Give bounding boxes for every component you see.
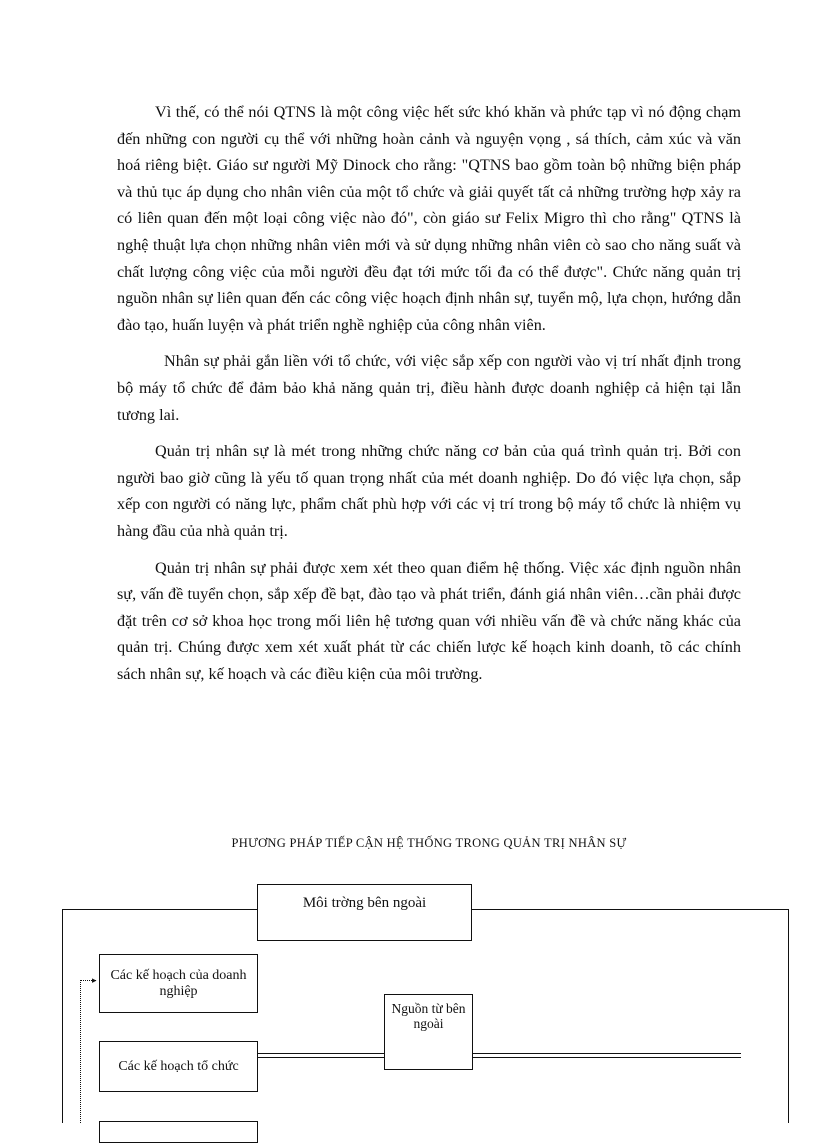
- external-sources-label: Nguồn từ bên ngoài: [391, 1001, 466, 1031]
- system-approach-diagram: [0, 880, 816, 1123]
- paragraph-2: Nhân sự phải gắn liền với tổ chức, với việc sắp xếp con người vào vị trí nhất định trong bộ máy tổ chức để đảm bảo khả năng quản trị, điều hành được doanh nghiệp cả hiện tại lẫn tương lai.: [117, 352, 741, 424]
- business-plans-box: [99, 954, 258, 1013]
- flow-line-org-to-source: [256, 1053, 384, 1058]
- organization-plans-label: Các kế hoạch tổ chức: [118, 1058, 239, 1074]
- feedback-connector-line: [80, 980, 81, 1123]
- frame-left-line: [62, 909, 63, 1123]
- business-plans-label: Các kế hoạch của doanh nghiệp: [110, 967, 247, 999]
- organization-plans-box: [99, 1041, 258, 1092]
- flow-line-source-to-right: [473, 1053, 741, 1058]
- external-environment-box: [257, 884, 472, 941]
- arrow-right-icon: ▸: [92, 975, 97, 985]
- paragraph-1: Vì thế, có thể nói QTNS là một công việc hết sức khó khăn và phức tạp vì nó động chạm đến những con người cụ thể với những hoàn cảnh và nguyện vọng , sá thích, cảm xúc và văn hoá riêng biệt. Giáo sư người Mỹ Dinock cho rằng: "QTNS bao gồm toàn bộ những biện pháp và thủ tục áp dụng cho nhân viên của một tổ chức và giải quyết tất cả những trường hợp xảy ra có liên quan đến một loại công việc nào đó", còn giáo sư Felix Migro thì cho rằng" QTNS là nghệ thuật lựa chọn những nhân viên mới và sử dụng những nhân viên cò sao cho năng suất và chất lượng công việc của mỗi người đều đạt tới mức tối đa có thể được". Chức năng quản trị nguồn nhân sự liên quan đến các công việc hoạch định nhân sự, tuyển mộ, lựa chọn, hướng dẫn đào tạo, huấn luyện và phát triển nghề nghiệp của công nhân viên.: [117, 103, 741, 334]
- frame-top-left-line: [62, 909, 257, 910]
- diagram-title: PHƯƠNG PHÁP TIẾP CẬN HỆ THỐNG TRONG QUẢN TRỊ NHÂN SỰ: [231, 836, 627, 850]
- external-sources-box: [384, 994, 473, 1070]
- body-text: [117, 99, 741, 687]
- paragraph-4: Quản trị nhân sự phải được xem xét theo quan điểm hệ thống. Việc xác định nguồn nhân sự, vấn đề tuyển chọn, sắp xếp đề bạt, đào tạo và phát triển, đánh giá nhân viên…cần phải được đặt trên cơ sở khoa học trong mối liên hệ tương quan với nhiều vấn đề và chức năng khác của quản trị. Chúng được xem xét xuất phát từ các chiến lược kế hoạch kinh doanh, tõ các chính sách nhân sự, kế hoạch và các điều kiện của môi trường.: [117, 558, 741, 683]
- frame-top-right-line: [472, 909, 789, 910]
- next-box-partial: [99, 1121, 258, 1143]
- frame-right-line: [788, 909, 789, 1123]
- paragraph-3: Quản trị nhân sự là mét trong những chức năng cơ bản của quá trình quản trị. Bởi con người bao giờ cũng là yếu tố quan trọng nhất của mét doanh nghiệp. Do đó việc lựa chọn, sắp xếp con người có năng lực, phẩm chất phù hợp với các vị trí trong bộ máy tổ chức là nhiệm vụ hàng đầu của nhà quản trị.: [117, 442, 741, 540]
- external-environment-label: Môi trờng bên ngoài: [302, 895, 427, 911]
